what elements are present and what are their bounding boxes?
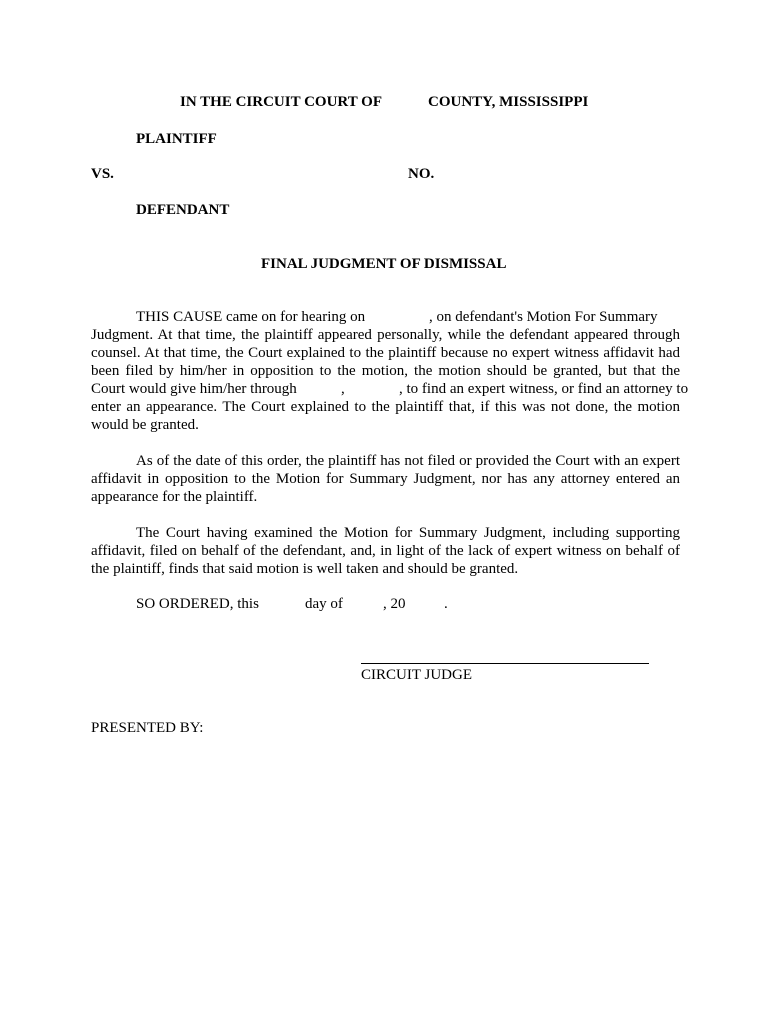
plaintiff-label: PLAINTIFF [136,131,217,147]
document-title: FINAL JUDGMENT OF DISMISSAL [261,256,507,272]
so-ordered-label: SO ORDERED, this [136,596,259,612]
paragraph-3-text: The Court having examined the Motion for Summary Judgment, including supporting affidavit, filed on behalf of the defendant, and, in light of the lack of expert witness on behalf of the plaintiff, finds that said motion is well taken and should be granted. [91,525,680,577]
signature-line [361,663,649,664]
p1-line-7: would be granted. [91,417,199,433]
p1-line-4: been filed by him/her in opposition to the motion, the motion should be granted, but that the [91,363,680,379]
p1-line-5c: , to find an expert witness, or find an attorney to [399,381,689,397]
court-prefix: IN THE CIRCUIT COURT OF [180,94,383,110]
paragraph-2-text: As of the date of this order, the plaintiff has not filed or provided the Court with an expert affidavit in opposition to the Motion for Summary Judgment, nor has any attorney entered an appearance for the plaintiff. [91,453,680,505]
p1-line-5b: , [341,381,345,397]
county-suffix: COUNTY, MISSISSIPPI [428,94,589,110]
p1-line-5a: Court would give him/her through [91,381,297,397]
order-period: . [444,596,448,612]
versus-label: VS. [91,166,114,182]
day-of-label: day of [305,596,343,612]
presented-by-label: PRESENTED BY: [91,720,204,736]
p1-line-6: enter an appearance. The Court explained to the plaintiff that, if this was not done, the motion [91,399,680,415]
defendant-label: DEFENDANT [136,202,230,218]
p1-line-1b: , on defendant's Motion For Summary [429,309,658,325]
paragraph-3 [91,524,680,578]
paragraph-2 [91,452,680,506]
p1-line-1a: THIS CAUSE came on for hearing on [136,309,366,325]
p1-line-3: counsel. At that time, the Court explained to the plaintiff because no expert witness affidavit had [91,345,680,361]
p1-line-2: Judgment. At that time, the plaintiff appeared personally, while the defendant appeared through [91,327,680,343]
case-number-label: NO. [408,166,435,182]
year-prefix: , 20 [383,596,406,612]
circuit-judge-label: CIRCUIT JUDGE [361,667,472,683]
